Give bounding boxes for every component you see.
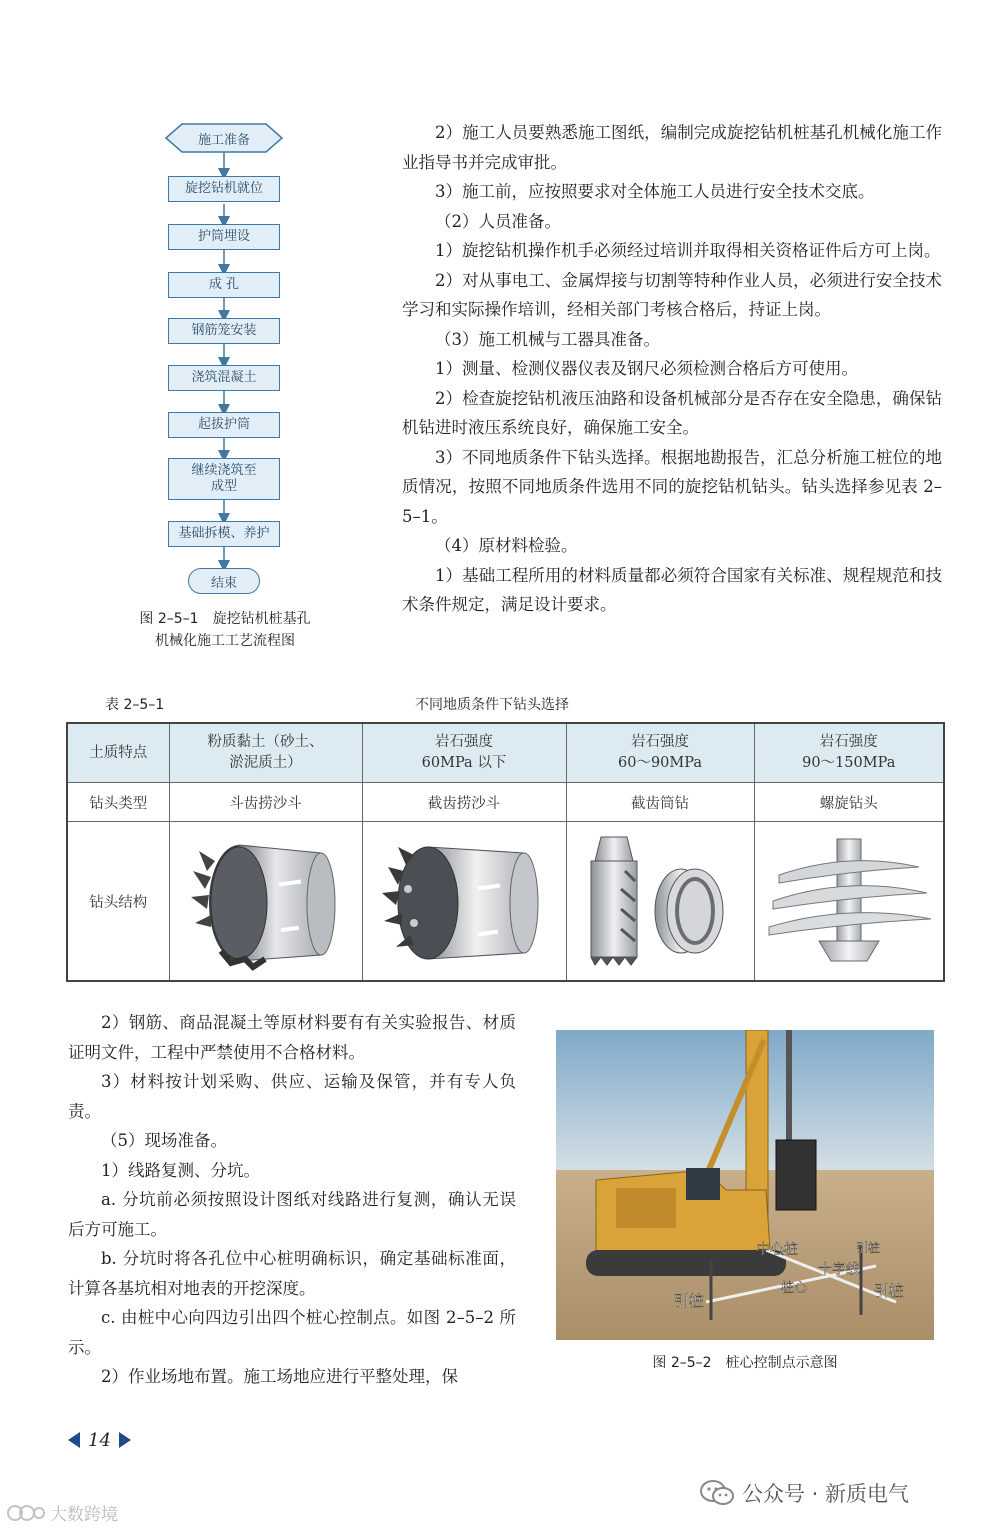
watermark-logo-icon — [6, 1502, 46, 1524]
bit-type-cell: 斗齿捞沙斗 — [169, 783, 362, 822]
paragraph: 2）检查旋挖钻机液压油路和设备机械部分是否存在安全隐患，确保钻机钻进时液压系统良好，确保施工安全。 — [402, 388, 942, 437]
auger-bit-image — [759, 831, 939, 971]
label-center-pile: 中心桩 — [756, 1242, 798, 1258]
paragraph: 1）测量、检测仪器仪表及钢尺必须检测合格后方可使用。 — [435, 359, 858, 378]
flow-step-continue-line2: 成型 — [210, 479, 237, 494]
paragraph: 3）施工前，应按照要求对全体施工人员进行安全技术交底。 — [435, 182, 875, 201]
next-page-arrow-icon — [119, 1432, 131, 1448]
left-text-column — [68, 1008, 516, 1392]
figure-2-5-2-caption: 图 2–5–2 桩心控制点示意图 — [652, 1355, 838, 1371]
paragraph: 2）钢筋、商品混凝土等原材料要有有关实验报告、材质证明文件，工程中严禁使用不合格材料。 — [68, 1013, 516, 1062]
table-row — [67, 723, 944, 783]
flow-step-hole-forming: 成 孔 — [168, 272, 280, 298]
process-flowchart — [120, 118, 330, 608]
bit-type-cell: 截齿捞沙斗 — [362, 783, 566, 822]
table-label: 表 2–5–1 — [105, 697, 165, 713]
soil-line-1: 粉质黏土（砂土、 — [207, 734, 324, 750]
wechat-icon — [700, 1479, 734, 1507]
paragraph: c. 由桩中心向四边引出四个桩心控制点。如图 2–5–2 所示。 — [68, 1308, 516, 1357]
paragraph: 1）基础工程所用的材料质量都必须符合国家有关标准、规程规范和技术条件规定，满足设计要求。 — [402, 565, 942, 614]
soil-cell — [169, 723, 362, 783]
paragraph: 1）旋挖钻机操作机手必须经过培训并取得相关资格证件后方可上岗。 — [435, 241, 941, 260]
paragraph: 3）不同地质条件下钻头选择。根据地勘报告，汇总分析施工桩位的地质情况，按照不同地质条件选用不同的旋挖钻机钻头。钻头选择参见表 2–5–1。 — [402, 447, 942, 526]
soil-line-2: 90～150MPa — [802, 755, 896, 771]
soil-line-1: 岩石强度 — [631, 734, 689, 750]
paragraph: 2）对从事电工、金属焊接与切割等特种作业人员，必须进行安全技术学习和实际操作培训，经相关部门考核合格后，持证上岗。 — [402, 270, 942, 319]
soil-line-2: 淤泥质土） — [229, 755, 302, 771]
section-heading: （4）原材料检验。 — [435, 536, 578, 555]
page-navigation — [68, 1428, 131, 1452]
caption-line-2: 机械化施工工艺流程图 — [155, 633, 295, 649]
flow-step-rig-positioning: 旋挖钻机就位 — [168, 176, 280, 202]
flow-step-casing-pulling: 起拔护筒 — [168, 412, 280, 438]
paragraph: b. 分坑时将各孔位中心桩明确标识，确定基础标准面，计算各基坑相对地表的开挖深度。 — [68, 1249, 516, 1298]
soil-cell — [754, 723, 944, 783]
soil-cell — [566, 723, 754, 783]
soil-line-2: 60MPa 以下 — [421, 755, 507, 771]
soil-line-1: 岩石强度 — [435, 734, 493, 750]
figure-2-5-1-caption — [100, 608, 350, 652]
flow-step-cage-install: 钢筋笼安装 — [168, 318, 280, 344]
section-heading: （5）现场准备。 — [101, 1131, 227, 1150]
pick-teeth-bucket-bit-image — [374, 831, 554, 971]
table-title: 不同地质条件下钻头选择 — [415, 697, 569, 713]
soil-line-2: 60～90MPa — [618, 755, 702, 771]
table-row — [67, 822, 944, 982]
bit-image-cell — [754, 822, 944, 982]
bit-image-cell — [169, 822, 362, 982]
row-header-soil: 土质特点 — [67, 723, 169, 783]
page-number: 14 — [88, 1429, 111, 1451]
soil-line-1: 岩石强度 — [819, 734, 878, 750]
bit-type-cell: 螺旋钻头 — [754, 783, 944, 822]
row-header-bit-type: 钻头类型 — [67, 783, 169, 822]
core-barrel-bit-image — [575, 831, 745, 971]
table-row — [67, 783, 944, 822]
section-heading: （3）施工机械与工器具准备。 — [435, 329, 660, 349]
flow-step-continue-pouring — [168, 458, 280, 500]
label-cross-line: 十字线 — [818, 1262, 860, 1278]
label-pile-center: 桩心 — [781, 1281, 808, 1296]
drill-bit-table — [66, 722, 945, 982]
pile-control-photo — [556, 1030, 934, 1340]
table-title-row — [105, 694, 945, 716]
label-lead-pile: 引桩 — [856, 1241, 881, 1255]
bit-image-cell — [362, 822, 566, 982]
flow-step-continue-line1: 继续浇筑至 — [191, 463, 257, 478]
prev-page-arrow-icon — [68, 1432, 80, 1448]
paragraph: 3）材料按计划采购、供应、运输及保管，并有专人负责。 — [68, 1072, 516, 1121]
right-text-column — [402, 118, 942, 620]
paragraph: 2）作业场地布置。施工场地应进行平整处理，保 — [101, 1367, 458, 1386]
section-heading: （2）人员准备。 — [435, 211, 561, 231]
flow-step-end: 结束 — [188, 568, 260, 594]
bucket-teeth-bit-image — [181, 831, 351, 971]
paragraph: a. 分坑前必须按照设计图纸对线路进行复测，确认无误后方可施工。 — [68, 1190, 516, 1239]
rotary-rig-illustration — [556, 1030, 934, 1340]
watermark — [6, 1500, 118, 1525]
caption-line-1: 图 2–5–1 旋挖钻机桩基孔 — [139, 611, 311, 627]
watermark-text: 大数跨境 — [50, 1505, 118, 1525]
flow-step-concrete-pouring: 浇筑混凝土 — [168, 365, 280, 391]
paragraph: 1）线路复测、分坑。 — [101, 1160, 260, 1180]
wechat-account-badge — [700, 1478, 909, 1508]
flow-step-demold-curing: 基础拆模、养护 — [168, 521, 280, 547]
flow-step-casing-burial: 护筒埋设 — [168, 224, 280, 250]
row-header-bit-structure: 钻头结构 — [67, 822, 169, 982]
wechat-account-name: 公众号 · 新质电气 — [742, 1482, 910, 1506]
bit-image-cell — [566, 822, 754, 982]
bit-type-cell: 截齿筒钻 — [566, 783, 754, 822]
label-lead-pile: 引桩 — [674, 1292, 705, 1310]
soil-cell — [362, 723, 566, 783]
flow-step-start: 施工准备 — [197, 132, 250, 148]
paragraph: 2）施工人员要熟悉施工图纸，编制完成旋挖钻机桩基孔机械化施工作业指导书并完成审批。 — [402, 123, 942, 172]
label-lead-pile: 引桩 — [874, 1282, 905, 1300]
